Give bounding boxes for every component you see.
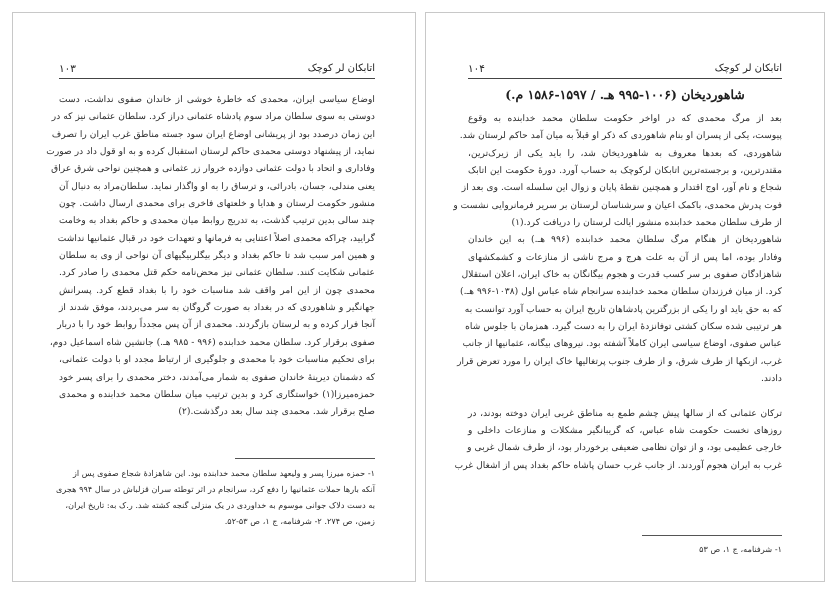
body-line: که به حق باید او را یکی از بزرگترین پادشاهان تاریخ ایران به حساب آورد توانست به	[464, 303, 782, 315]
body-line: غرب، ازبکها از طرف شرق، و از طرف جنوب پرتغالیها خاک ایران را مورد تعرض قرار	[457, 355, 782, 367]
body-line: بعد از مرگ محمدی که در اواخر حکومت سلطان محمد خدابنده به وقوع	[468, 113, 782, 124]
body-line: صلح برقرار شد. محمدی چند سال بعد درگذشت.(۲)	[178, 406, 375, 418]
page-number: ۱۰۳	[59, 63, 76, 75]
running-title: اتابکان لر کوچک	[714, 63, 782, 74]
body-line: روزهای نخست حکومت شاه عباس، که گریبانگیر مشکلات و منازعات داخلی و	[468, 424, 782, 436]
body-line: شاهوردی، که بعدها معروف به شاهوردیخان شد، را باید یکی از زیرک‌ترین،	[468, 147, 782, 159]
body-line: مقتدرترین، و برجسته‌ترین اتابکان لرکوچک به حساب آورد. دورهٔ حکومت این اتابک	[468, 165, 782, 177]
body-line: چند سالی بدین ترتیب گذشت، به تدریج روابط میان محمدی و حاکم بغداد به وخامت	[59, 215, 375, 227]
body-line: شاهوردیخان از هنگام مرگ سلطان محمد خدابنده (۹۹۶ هـ.) به این خاندان	[468, 234, 783, 246]
body-line: منشور حکومت لرستان و هدایا و خلعتهای فاخری برای محمدی ارسال داشت. چون	[59, 198, 375, 210]
body-line: پیوست، یکی از پسران او بنام شاهوردی که ذکر او قبلاً به میان آمد حاکم لرستان شد.	[459, 130, 782, 142]
page-header	[59, 62, 375, 79]
body-line: دادند.	[760, 373, 782, 385]
body-line: شاهزادگان صفوی بر سر کسب قدرت و هجوم بیگانگان به خاک ایران، اعلان استقلال	[461, 269, 782, 281]
body-line: هر ترتیبی شده سکان کشتی توفانزدهٔ ایران را به دست گیرد. همزمان با جلوس شاه	[465, 321, 782, 333]
body-line: نماید، از پیشنهاد دوستی محمدی حاکم لرستان استقبال کرده و به او قول داد در صورت	[46, 146, 375, 158]
page-header	[468, 62, 782, 79]
section-title: شاهوردیخان (۱۰۰۶-۹۹۵ هـ. / ۱۵۹۷-۱۵۸۶ م.)	[505, 87, 745, 102]
book-page-103	[12, 12, 416, 582]
footnote-line: زمین، ص ۲۷۴. ۲- شرفنامه، ج ۱، ص ۵۳-۵۲.	[224, 516, 375, 526]
footnote-line: به دست دلاک جوانی موسوم به خداوردی در یک منزلی گنجه کشته شد. ر.ک به: تاریخ ایران،	[65, 500, 375, 510]
body-line: ترکان عثمانی که از سالها پیش چشم طمع به مناطق غربی ایران دوخته بودند، در	[468, 407, 782, 419]
page-body	[46, 91, 375, 421]
body-line: اوضاع سیاسی ایران، محمدی که خاطرهٔ خوشی از خاندان صفوی نداشت، دست	[59, 94, 375, 105]
footnote-line: ۱- شرفنامه، ج ۱، ص ۵۳	[699, 544, 782, 554]
footnote-rule	[642, 535, 782, 536]
body-line: محمدی چون از این امر واقف شد مناسبات خود را با بغداد قطع کرد. پسرانش	[59, 284, 375, 296]
body-line: خارجی عظیمی بود، و از توان نظامی ضعیفی برخوردار بود، از طرف شمال غربی و	[467, 442, 782, 454]
body-line: آنجا فرار کرده و به لرستان بازگردند. محمدی از آن پس مجدداً روابط خود را با دربار	[57, 319, 375, 331]
body-line: و همین امر سبب شد تا حاکم بغداد و دیگر بیگلربیگیهای آن نواحی از وی به سلطان	[59, 250, 375, 262]
body-line: این زمان درصدد بود از پریشانی اوضاع ایران سود جسته مناطق غرب ایران را تصرف	[51, 128, 375, 140]
body-line: که دشمنان دیرینهٔ خاندان صفوی به شمار می‌آمدند، دختر محمدی را برای پسر خود	[59, 371, 375, 383]
book-page-104	[425, 12, 825, 582]
body-line: فوت پدرش محمدی، باکمک اعیان و سرشناسان لرستان بر سریر فرمانروایی نشست و	[453, 199, 782, 211]
body-line: وفادار بوده، اما پس از آن به علت هرج و مرج ناشی از منازعات و کشمکشهای	[468, 251, 782, 263]
body-line: صفوی برقرار کرد. سلطان محمد خدابنده (۹۹۶ - ۹۸۵ هـ.) جانشین شاه اسماعیل دوم،	[49, 336, 375, 348]
body-line: دوستی به سوی سلطان مراد سوم پادشاه عثمانی دراز کرد. سلطان عثمانی نیز که در	[51, 111, 375, 123]
page-number: ۱۰۴	[468, 63, 485, 75]
body-line: از طرف سلطان محمد خدابنده منشور ایالت لرستان را دریافت کرد.(۱)	[511, 217, 782, 229]
body-line: کرد. از میان فرزندان سلطان محمد خدابنده سرانجام شاه عباس اول (۱۰۳۸-۹۹۶ هـ.)	[460, 286, 782, 298]
footnote-line: آنکه بارها حملات عثمانیها را دفع کرد، سرانجام در اثر توطئه سران قزلباش در سال ۹۹۴ هجری	[55, 484, 375, 494]
page-body	[453, 110, 783, 474]
body-line: غرب به ایران هجوم آوردند. از جانب غرب حسان پاشاه حاکم بغداد پس از اشغال غرب	[454, 459, 782, 471]
footnote-line: ۱- حمزه میرزا پسر و ولیعهد سلطان محمد خدابنده بود. این شاهزادهٔ شجاع صفوی پس از	[72, 468, 375, 478]
footnotes	[468, 541, 782, 557]
footnotes	[55, 465, 375, 529]
body-line: حمزه‌میرزا(۱) خواستگاری کرد و بدین ترتیب میان سلطان محمد خدابنده و محمدی	[59, 388, 375, 400]
body-line: عثمانی شکایت کنند. سلطان عثمانی نیز محض‌نامه حکم قتل محمدی را صادر کرد.	[59, 267, 375, 279]
body-line: گرایید، چراکه محمدی اصلاً اعتنایی به فرمانها و تعهدات خود در قبال عثمانیها نداشت	[57, 232, 375, 244]
body-line: وفاداری و اتحاد با دولت عثمانی دوازده خروار زر عثمانی و همچنین نواحی شرق عراق	[51, 163, 375, 175]
body-line: شجاع و نام آور، اوج اقتدار و همچنین نقطهٔ پایان و زوال این سلسله است. وی بعد از	[461, 182, 782, 194]
body-line: جهانگیر و شاهوردی که در بغداد به صورت گروگان به سر می‌بردند، موفق شدند از	[59, 302, 375, 314]
body-line: برای تحکیم مناسبات خود با محمدی و جلوگیری از ارتباط مجدد او با دولت عثمانی،	[59, 354, 375, 366]
running-title: اتابکان لر کوچک	[307, 63, 375, 74]
body-line: عباس صفوی، اوضاع سیاسی ایران کاملاً آشفته بود. نیروهای بیگانه، عثمانیها از جانب	[462, 338, 782, 350]
footnote-rule	[235, 458, 375, 459]
body-line: یعنی مندلی، جسان، بادرائی، و ترساق را به او واگذار نماید. سلطان‌مراد به دنبال آن	[59, 180, 375, 192]
